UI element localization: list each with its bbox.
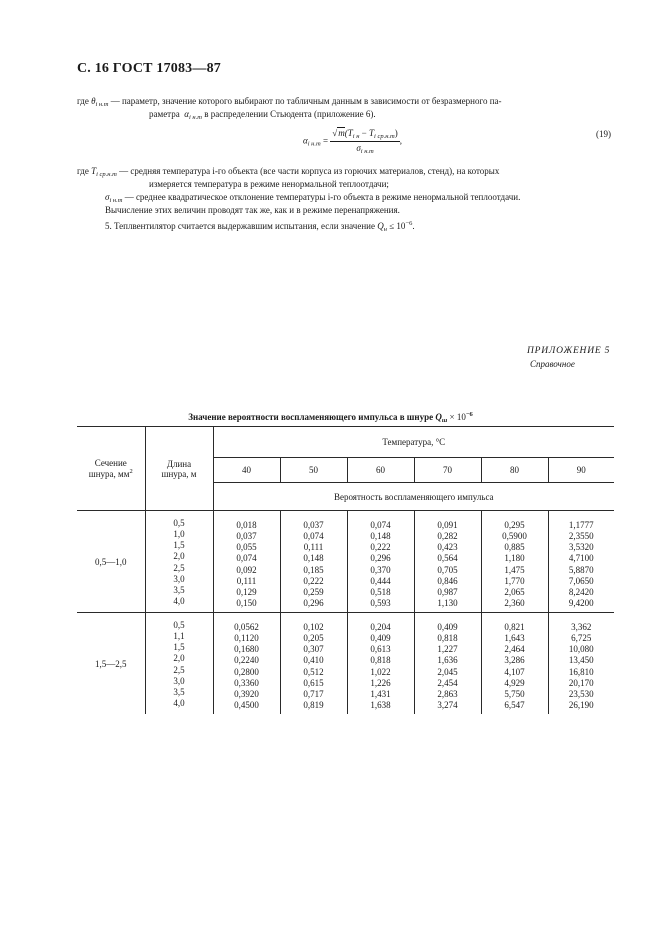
paragraph-theta-line2: раметра $\alpha_{i н.т}$ в распределении Стьюдента (приложение 6).	[149, 109, 376, 121]
appendix-subtitle: Справочное	[530, 359, 575, 369]
length-cell: 0,5 1,0 1,5 2,0 2,5 3,0 3,5 4,0	[145, 511, 213, 613]
paragraph-T-mean: где $T_{i ср.н.т}$ — средняя температура i-го объекта (все части корпуса из горючих материалов, стенд), на которых	[77, 166, 500, 178]
temperature-value: 70	[414, 458, 481, 483]
value-cell: 0,074 0,148 0,222 0,296 0,370 0,444 0,518 0,593	[347, 511, 414, 613]
value-cell: 0,204 0,409 0,613 0,818 1,022 1,226 1,431 1,638	[347, 613, 414, 715]
value-cell: 0,409 0,818 1,227 1,636 2,045 2,454 2,863 3,274	[414, 613, 481, 715]
temperature-value: 50	[280, 458, 347, 483]
value-cell: 0,018 0,037 0,055 0,074 0,092 0,111 0,129 0,150	[213, 511, 280, 613]
table-group-row	[77, 511, 614, 613]
paragraph-calculation: Вычисление этих величин проводят так же, как и в режиме перенапряжения.	[105, 205, 400, 215]
column-header-section: Сечение шнура, $мм^2$	[77, 427, 145, 511]
value-cell: 0,102 0,205 0,307 0,410 0,512 0,615 0,717 0,819	[280, 613, 347, 715]
value-cell: 0,821 1,643 2,464 3,286 4,107 4,929 5,750 6,547	[481, 613, 548, 715]
temperature-value: 60	[347, 458, 414, 483]
page-header: С. 16 ГОСТ 17083—87	[77, 61, 221, 76]
value-cell: 1,1777 2,3550 3,5320 4,7100 5,8870 7,0650 8,2420 9,4200	[548, 511, 614, 613]
value-cell: 0,295 0,5900 0,885 1,180 1,475 1,770 2,065 2,360	[481, 511, 548, 613]
formula-19: $\alpha_{i н.т}$ = $\frac{√m(T_{i н} - T_{i ср.н.т})}{\sigma_{i н.т}}$ ,	[303, 128, 403, 155]
formula-fraction: $\frac{√m(T_{i н} - T_{i ср.н.т})}{\sigma_{i н.т}}$	[332, 128, 398, 155]
temperature-value: 80	[481, 458, 548, 483]
paragraph-theta: где $\theta_{i н.т}$ — параметр, значение которого выбирают по табличным данным в зависимости от безразмерного па-	[77, 96, 502, 108]
value-cell: 3,362 6,725 10,080 13,450 16,810 20,170 23,530 26,190	[548, 613, 614, 715]
column-header-length: Длина шнура, м	[145, 427, 213, 511]
probability-table	[77, 426, 614, 714]
value-cell: 0,091 0,282 0,423 0,564 0,705 0,846 0,987 1,130	[414, 511, 481, 613]
column-header-temperature: Температура, °С	[213, 427, 614, 458]
length-cell: 0,5 1,1 1,5 2,0 2,5 3,0 3,5 4,0	[145, 613, 213, 715]
column-header-probability: Вероятность воспламеняющего импульса	[213, 483, 614, 511]
temperature-value: 90	[548, 458, 614, 483]
paragraph-item-5: 5. Теплвентилятор считается выдержавшим испытания, если значение $Q_н \le 10^{-6}$.	[105, 220, 415, 233]
section-cell: 1,5—2,5	[77, 613, 145, 715]
paragraph-sigma: $\sigma_{i н.т}$ — среднее квадратическое отклонение температуры i-го объекта в режиме ненормальной теплоотдачи.	[105, 192, 521, 204]
section-cell: 0,5—1,0	[77, 511, 145, 613]
table-group-row	[77, 613, 614, 715]
equation-number: (19)	[596, 129, 611, 139]
appendix-title: ПРИЛОЖЕНИЕ 5	[527, 346, 611, 356]
value-cell: 0,037 0,074 0,111 0,148 0,185 0,222 0,259 0,296	[280, 511, 347, 613]
table-caption: Значение вероятности воспламеняющего импульса в шнуре $Q_ш \times 10^{-6}$	[188, 411, 473, 424]
value-cell: 0,0562 0,1120 0,1680 0,2240 0,2800 0,3360 0,3920 0,4500	[213, 613, 280, 715]
temperature-value: 40	[213, 458, 280, 483]
paragraph-T-mean-line2: измеряется температура в режиме ненормальной теплоотдачи;	[149, 179, 389, 189]
